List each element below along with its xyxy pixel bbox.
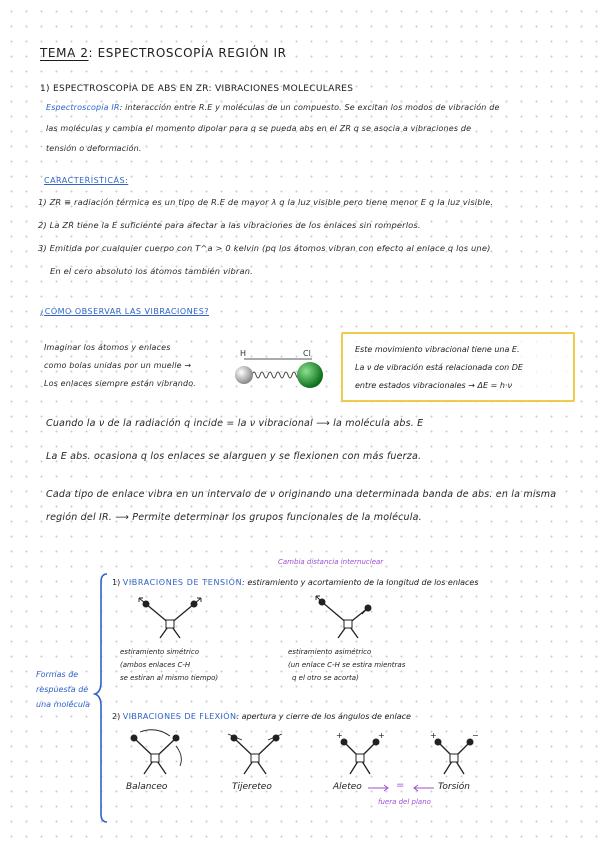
definition-term: Espectroscopía IR xyxy=(46,103,120,112)
flexion-heading xyxy=(112,712,411,721)
label-wagging: Aleteo xyxy=(333,782,362,792)
tension-heading xyxy=(112,578,479,587)
definition-text-1: : interacción entre R.E y moléculas de un compuesto. Se excitan los modos de vibración de xyxy=(119,103,500,112)
label-twisting: Torsión xyxy=(438,782,470,792)
tension-title: VIBRACIONES DE TENSIÓN xyxy=(122,578,243,587)
svg-text:+: + xyxy=(430,731,437,740)
definition-line-2: las moléculas y cambia el momento dipolar para q se pueda abs en el ZR q se asocia a vibraciones de xyxy=(46,124,472,133)
asymmetric-caption-2: (un enlace C-H se estira mientras xyxy=(288,661,406,669)
side-label xyxy=(36,667,90,712)
twisting-arrow xyxy=(412,784,434,792)
box-line-2: La ν de vibración está relacionada con DE xyxy=(355,363,523,372)
spring xyxy=(252,372,300,378)
wagging-diagram xyxy=(330,732,390,782)
tension-number: 1) xyxy=(112,578,121,587)
box-line-1: Este movimiento vibracional tiene una E. xyxy=(355,345,520,354)
title-main: TEMA 2 xyxy=(40,46,89,60)
svg-text:+: + xyxy=(336,731,343,740)
symmetric-caption xyxy=(120,646,218,685)
wagging-arrow xyxy=(368,784,390,792)
asymmetric-stretch-diagram xyxy=(308,598,388,648)
observe-line-3a: Cada tipo de enlace vibra en un intervalo de ν originando una determinada banda de abs. en la misma xyxy=(46,489,557,500)
observe-left-line-1: Imaginar los átomos y enlaces xyxy=(44,343,171,352)
flexion-desc: : apertura y cierre de los ángulos de enlace xyxy=(236,712,411,721)
box-line-3: entre estados vibracionales → ΔE = h·ν xyxy=(355,381,512,390)
characteristic-1: 1) ZR ≡ radiación térmica es un tipo de R.E de mayor λ q la luz visible pero tiene menor E q la luz visible. xyxy=(38,197,494,207)
symmetric-caption-2: (ambos enlaces C-H xyxy=(120,661,191,669)
side-label-line-2: respuesta de xyxy=(36,685,89,694)
flexion-title: VIBRACIONES DE FLEXIÓN xyxy=(122,712,237,721)
svg-text:+: + xyxy=(378,731,385,740)
vibration-energy-box xyxy=(341,332,575,402)
svg-text:−: − xyxy=(472,731,479,740)
symmetric-caption-3: se estiran al mismo tiempo) xyxy=(120,674,219,682)
definition-line-1 xyxy=(46,103,500,112)
symmetric-caption-1: estiramiento simétrico xyxy=(120,648,199,656)
curly-brace xyxy=(93,570,113,830)
flexion-number: 2) xyxy=(112,712,121,721)
definition-line-3: tensión o deformación. xyxy=(46,144,142,153)
asymmetric-caption-1: estiramiento asimétrico xyxy=(288,648,372,656)
observe-line-2: La E abs. ocasiona q los enlaces se alarguen y se flexionen con más fuerza. xyxy=(46,451,422,462)
twisting-diagram xyxy=(424,732,484,782)
observe-heading: ¿CÓMO OBSERVAR LAS VIBRACIONES? xyxy=(40,307,210,316)
asymmetric-caption-3: q el otro se acorta) xyxy=(292,674,359,682)
page-title xyxy=(40,46,287,60)
label-rocking: Balanceo xyxy=(126,782,168,792)
side-label-line-1: Formas de xyxy=(36,670,79,679)
observe-left-line-3: Los enlaces siempre están vibrando. xyxy=(44,379,196,388)
symmetric-stretch-diagram xyxy=(130,598,210,648)
equals-sign: = xyxy=(396,780,405,791)
asymmetric-caption xyxy=(288,646,405,685)
characteristic-3-continued: En el cero absoluto los átomos también vibran. xyxy=(50,266,253,276)
characteristic-2: 2) La ZR tiene la E suficiente para afectar a las vibraciones de los enlaces sin romperlos. xyxy=(38,220,421,230)
characteristic-3: 3) Emitida por cualquier cuerpo con T^a > 0 kelvin (pq los átomos vibran con efecto al enlace q los une) xyxy=(38,243,491,253)
observe-line-3b: región del IR. ⟶ Permite determinar los grupos funcionales de la molécula. xyxy=(46,512,422,523)
observe-line-1: Cuando la ν de la radiación q incide = la ν vibracional ⟶ la molécula abs. E xyxy=(46,418,424,429)
annotation-internuclear: Cambia distancia internuclear xyxy=(278,558,384,566)
atom-h-label: H xyxy=(240,349,247,358)
observe-left-line-2: como bolas unidas por un muelle → xyxy=(44,361,192,370)
hydrogen-atom xyxy=(235,366,253,384)
scissoring-diagram xyxy=(220,732,290,782)
out-of-plane-note: fuera del plano xyxy=(378,798,431,806)
atom-cl-label: Cl xyxy=(303,349,311,358)
section-heading: 1) ESPECTROSCOPÍA DE ABS EN ZR: VIBRACIONES MOLECULARES xyxy=(40,84,354,94)
chlorine-atom xyxy=(297,362,323,388)
rocking-diagram xyxy=(120,732,190,782)
title-rest: : ESPECTROSCOPÍA REGIÓN IR xyxy=(88,46,287,60)
characteristics-heading: CARACTERÍSTICAS: xyxy=(44,176,129,185)
side-label-line-3: una molécula xyxy=(36,700,91,709)
label-scissoring: Tijereteo xyxy=(232,782,272,792)
tension-desc: : estiramiento y acortamiento de la longitud de los enlaces xyxy=(242,578,479,587)
hcl-spring-model xyxy=(230,355,330,395)
